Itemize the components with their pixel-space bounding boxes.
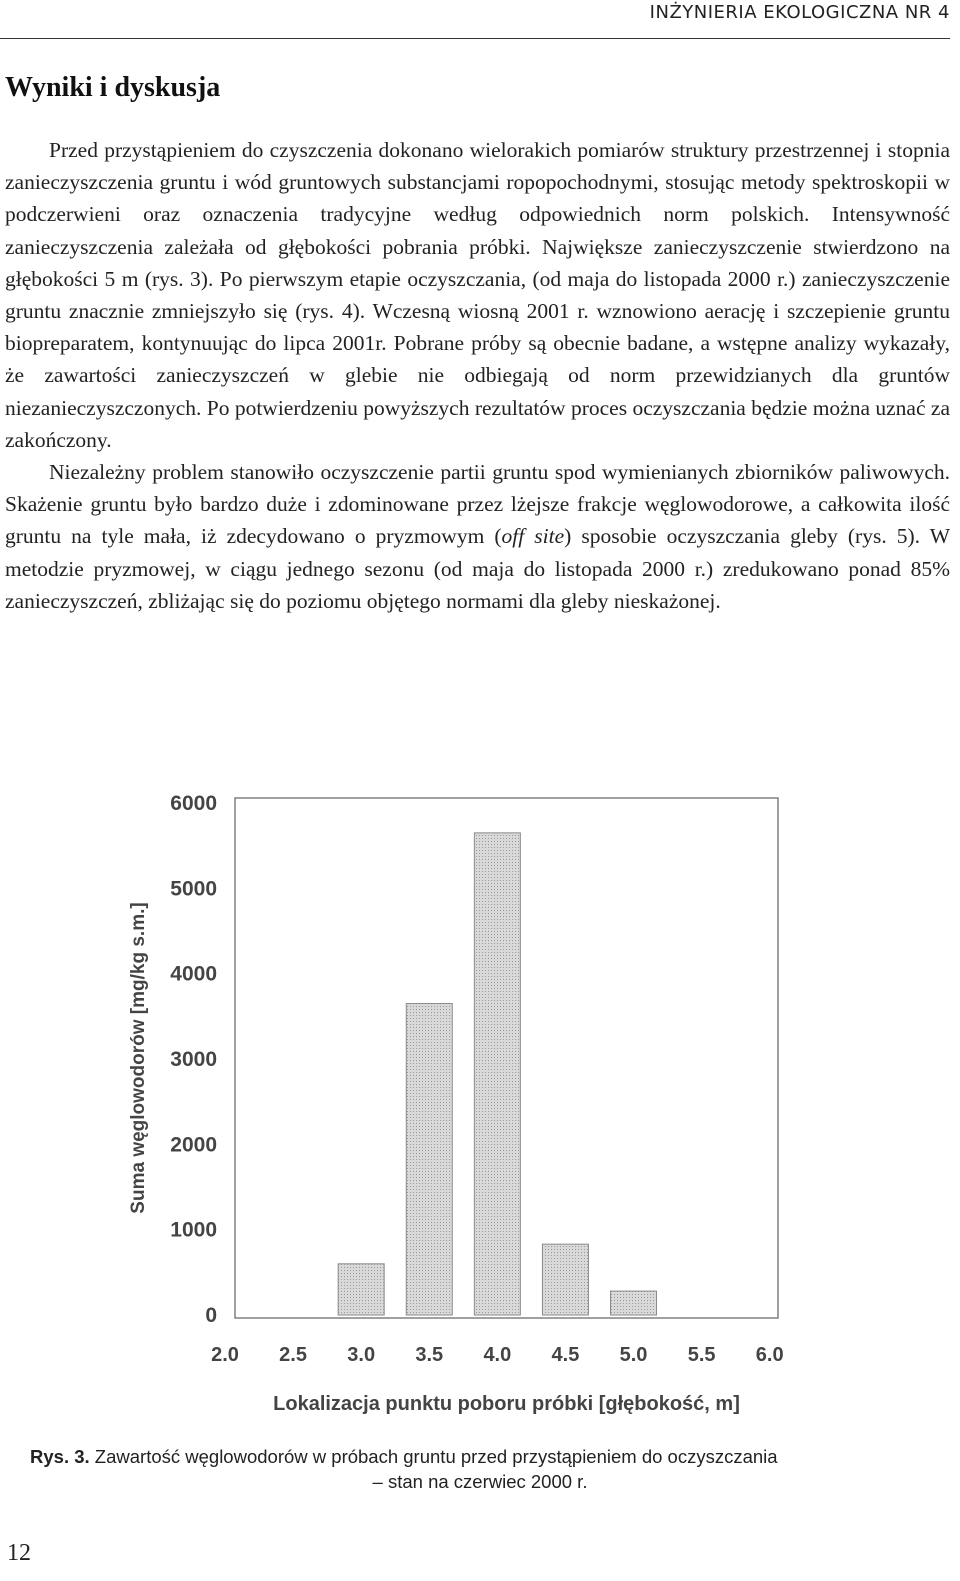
page-number: 12 xyxy=(7,1540,31,1566)
paragraph-2-text-start: Niezależny problem stanowiło oczyszczenie partii gruntu spod wymienianych zbiorników paliwowych. Skażenie gruntu było bardzo duże i zdominowane przez lżejsze frakcje węglowodorowe, a całkowita ilość gruntu na tyle mała, iż zdecydowano o pryzmowym ( xyxy=(5,460,950,549)
figure-caption xyxy=(30,1444,930,1494)
y-tick-label: 4000 xyxy=(170,962,217,986)
x-tick-label: 6.0 xyxy=(755,1344,784,1366)
x-tick-label: 2.5 xyxy=(279,1344,307,1366)
x-tick-label: 2.0 xyxy=(211,1344,239,1366)
caption-text-line2: – stan na czerwiec 2000 r. xyxy=(372,1471,588,1492)
bar-chart xyxy=(110,778,800,1428)
data-bar xyxy=(406,1004,452,1315)
y-tick-label: 2000 xyxy=(170,1133,217,1157)
x-tick-label: 4.5 xyxy=(551,1344,580,1366)
x-tick-label: 3.5 xyxy=(415,1344,444,1366)
data-bar xyxy=(338,1264,384,1315)
figure-chart xyxy=(110,778,800,1428)
section-title: Wyniki i dyskusja xyxy=(5,72,221,103)
paragraph-2-italic: off site xyxy=(501,524,565,549)
y-tick-label: 6000 xyxy=(170,792,217,815)
x-axis-label: Lokalizacja punktu poboru próbki [głębokość, m] xyxy=(273,1393,740,1415)
paragraph-2-text-end: ) sposobie oczyszczania gleby (rys. 5). W metodzie pryzmowej, w ciągu jednego sezonu (od maja do listopada 2000 r.) zredukowano ponad 85% zanieczyszczeń, zbliżając się do poziomu objętego normami dla gleby nieskażonej. xyxy=(5,524,950,613)
y-tick-label: 3000 xyxy=(170,1048,217,1071)
running-header: INŻYNIERIA EKOLOGICZNA NR 4 xyxy=(649,2,950,23)
caption-text: Zawartość węglowodorów w próbach gruntu przed przystąpieniem do oczyszczania xyxy=(94,1446,778,1467)
y-tick-label: 1000 xyxy=(170,1218,217,1242)
header-divider xyxy=(0,38,950,39)
y-tick-label: 5000 xyxy=(170,877,217,901)
paragraph-1: Przed przystąpieniem do czyszczenia dokonano wielorakich pomiarów struktury przestrzennej i stopnia zanieczyszczenia gruntu i wód gruntowych substancjami ropopochodnymi, stosując metody spektroskopii w podczerwieni oraz oznaczenia tradycyjne według odpowiednich norm polskich. Intensywność zanieczyszczenia zależała od głębokości pobrania próbki. Największe zanieczyszczenie stwierdzono na głębokości 5 m (rys. 3). Po pierwszym etapie oczyszczania, (od maja do listopada 2000 r.) zanieczyszczenie gruntu znacznie zmniejszyło się (rys. 4). Wczesną wiosną 2001 r. wznowiono aerację i szczepienie gruntu biopreparatem, kontynuując do lipca 2001r. Pobrane próby są obecnie badane, a wstępne analizy wykazały, że zawartości zanieczyszczeń w glebie nie odbiegają od norm przewidzianych dla gruntów niezanieczyszczonych. Po potwierdzeniu powyższych rezultatów proces oczyszczania będzie można uznać za zakończony. xyxy=(5,138,950,452)
paragraph-2 xyxy=(5,456,950,617)
x-tick-label: 5.5 xyxy=(687,1344,716,1366)
data-bar xyxy=(542,1244,588,1315)
caption-label: Rys. 3. xyxy=(30,1446,90,1467)
y-tick-label: 0 xyxy=(205,1304,217,1327)
body-text xyxy=(5,134,950,617)
x-tick-label: 4.0 xyxy=(483,1344,512,1366)
data-bar xyxy=(611,1291,657,1315)
x-tick-label: 3.0 xyxy=(347,1344,376,1366)
data-bar xyxy=(474,833,520,1315)
x-tick-label: 5.0 xyxy=(619,1344,648,1366)
y-axis-label: Suma węglowodorów [mg/kg s.m.] xyxy=(128,902,149,1214)
